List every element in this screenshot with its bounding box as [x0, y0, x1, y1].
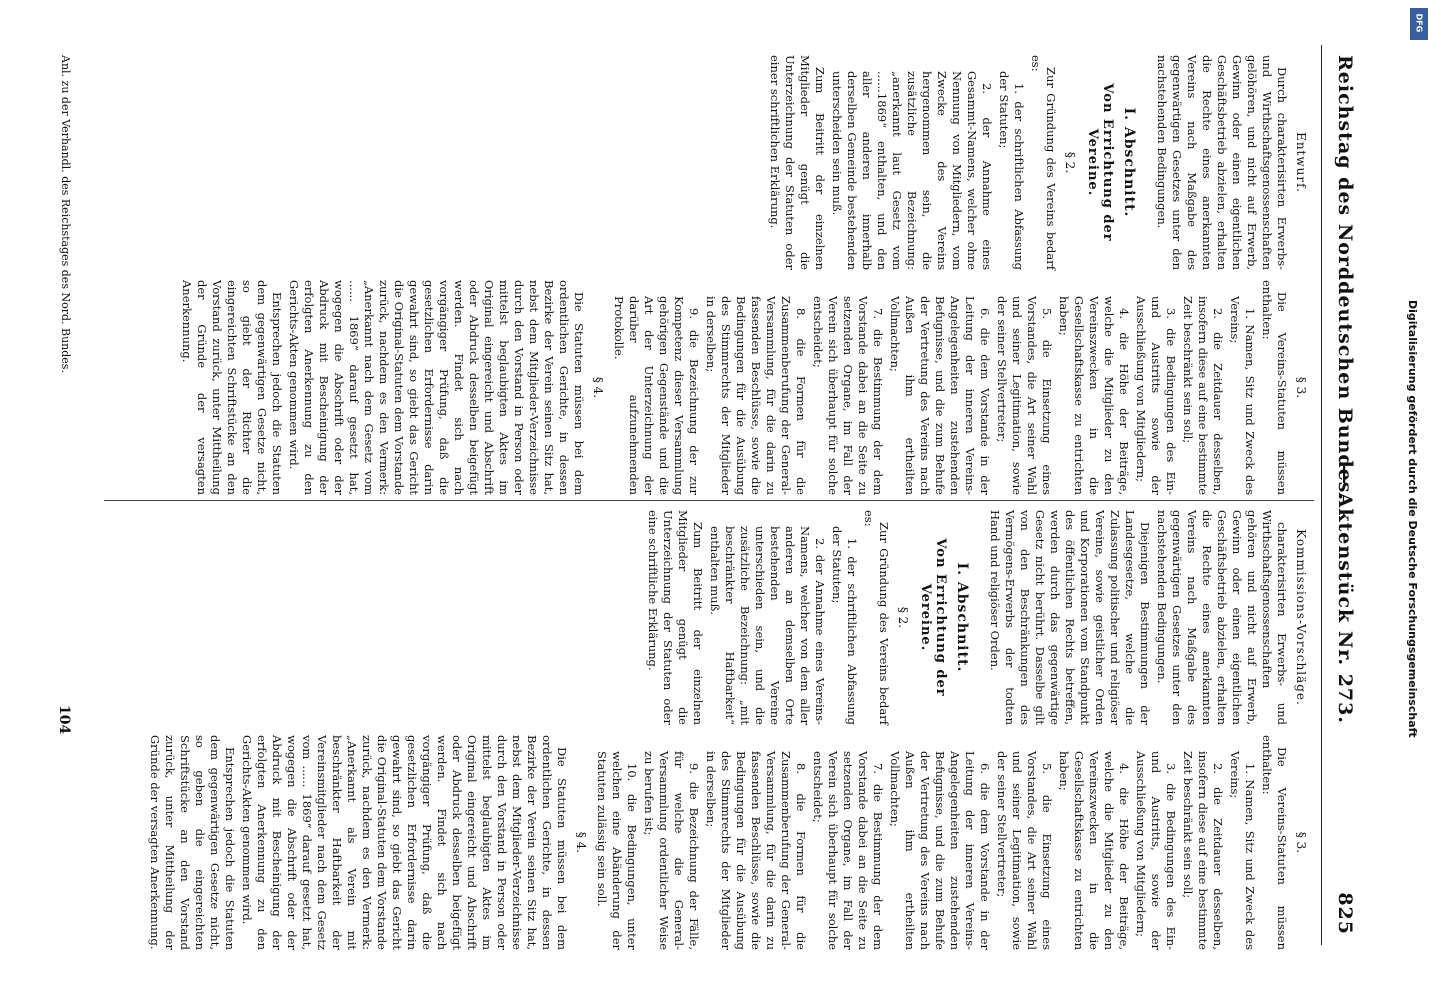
list-item: 3. die Bedingungen des Ein- und Austritts sowie der Ausschließung von Mitgliedern; — [1134, 296, 1178, 495]
paragraph-2-text: Zur Gründung des Vereins bedarf es: — [862, 510, 891, 725]
column-label: Entwurf. — [1294, 132, 1308, 193]
paragraph-4-after: Entsprechen jedoch die Statuten dem gegenwärtigen Gesetze nicht, so geben die eingereichten Schriftstücke an den Vorstand zurück, unter Mittheilung der Gründe der versagten Anerkennung. — [148, 735, 237, 950]
list-item: 2. der Annahme eines Vereins-Namens, welcher von dem aller anderen an demselben Orte bestehenden Vereine unterschieden sein, und die zusätzliche Bezeichnung: „mit beschränkter Haftbarkeit“ enthalten muß. — [708, 526, 827, 725]
paragraph-3-text: Die Vereins-Statuten müssen enthalten: — [1260, 280, 1289, 495]
header-left-title: Reichstag des Norddeutschen Bundes. — [1334, 55, 1356, 502]
column-label: Kommissions-Vorschläge. — [1294, 529, 1308, 706]
paragraph-2-after: Zum Beitritt der einzelnen Mitglieder genügt die Unterzeichnung der Statuten oder eine schriftliche Erklärung. — [646, 510, 705, 725]
page-header — [1321, 45, 1362, 945]
section-subtitle: Von Errichtung der Vereine. — [918, 538, 948, 697]
paragraph-3-list — [594, 735, 1257, 950]
paragraph-3-title: § 3. — [1294, 376, 1308, 399]
paragraph-3-title: § 3. — [1294, 831, 1308, 854]
list-item: 5. die Einsetzung eines Vorstandes, die Art seiner Wahl und seiner Legitimation, sowie der seiner Stellvertreter; — [995, 751, 1054, 950]
list-item: 5. die Einsetzung eines Vorstandes, die Art seiner Wahl und seiner Legitimation, sowie der seiner Stellvertreter; — [995, 296, 1054, 495]
list-item: 7. die Bestimmung der dem Vorstande dabei an die Seite zu setzenden Organe, im Fall der Verein sich überhaupt für solche entscheidet; — [811, 296, 885, 495]
header-document-number: — Aktenstück Nr. 273. — [1334, 465, 1356, 724]
list-item: 2. die Zeitdauer desselben, insofern diese auf eine bestimmte Zeit beschränkt sein soll; — [1181, 751, 1225, 950]
list-item: 9. die Bezeichnung der Fälle, für welche die General-Versammlung ordentlicher Weise zu berufen ist; — [642, 751, 701, 950]
paragraph-4-text: Die Statuten müssen bei dem ordentlichen Gerichte, in dessen Bezirke der Verein seinen Sitz hat, nebst dem Mitglieder-Verzeichnisse durch den Vorstand in Person oder mittelst beglaubigten Aktes im Original eingereicht und Abschrift oder Abdruck desselben beigefügt werden. Findet sich nach vorgängiger Prüfung, daß die gesetzlichen Erfordernisse darin gewahrt sind, so giebt das Gericht die Original-Statuten dem Vorstande zurück, nachdem es den Vermerk: „Anerkannt als Verein mit beschränkter Haftbarkeit der Vereinsmitglieder nach dem Gesetz vom ...... 1869“ darauf gesetzt hat, wogegen die Abschrift oder der Abdruck mit Bescheinigung der erfolgten Anerkennung zu den Gerichts-Akten genommen wird. — [240, 735, 569, 950]
footnote: Anl. zu der Verhandl. des Reichstages des Nord. Bundes. — [59, 55, 72, 373]
section-title: I. Abschnitt. — [954, 562, 970, 673]
paragraph-4-title: § 4. — [591, 376, 605, 399]
list-item: 2. die Zeitdauer desselben, insofern diese auf eine bestimmte Zeit beschränkt sein soll; — [1181, 296, 1225, 495]
column-draft-continued — [177, 280, 1314, 495]
list-item: 1. der schriftlichen Abfassung der Statuten; — [830, 526, 859, 725]
paragraph-3-list — [611, 280, 1257, 495]
paragraph-2-after: Zum Beitritt der einzelnen Mitglieder genügt die Unterzeichnung der Statuten oder einer schriftlichen Erklärung. — [768, 55, 827, 270]
dfg-logo-text: DFG — [1414, 13, 1424, 33]
section-subtitle: Von Errichtung der Vereine. — [1085, 83, 1115, 242]
list-item: 2. der Annahme eines Gesammt-Namens, welcher ohne Nennung von Mitgliedern, vom Zwecke des Vereins hergenommen sein, die zusätzliche Bezeichnung: „anerkannt laut Gesetz vom ......1869“ enthalten, und den aller anderen innerhalb derselben Gemeinde bestehenden unterscheiden sein muß. — [830, 71, 994, 270]
paragraph-2-list — [707, 510, 859, 725]
section-title: I. Abschnitt. — [1121, 107, 1137, 218]
digitization-note: Digitalisierung gefördert durch die Deutsche Forschungsgemeinschaft — [1406, 300, 1419, 738]
list-item: 10. die Bedingungen, unter welchen eine Abänderung der Statuten zulässig sein soll. — [595, 751, 639, 950]
paragraph-4-text: Die Statuten müssen bei dem ordentlichen Gerichte, in dessen Bezirke der Verein seinen Sitz hat, nebst dem Mitglieder-Verzeichnisse durch den Vorstand in Person oder mittelst beglaubigten Aktes im Original eingereicht und Abschrift oder Abdruck desselben beigefügt werden. Findet sich nach vorgängiger Prüfung, daß die gesetzlichen Erfordernisse darin gewahrt sind, so giebt das Gericht die Original-Statuten dem Vorstande zurück, nachdem es den Vermerk: „Anerkannt nach dem Gesetz vom ...... 1869“ darauf gesetzt hat, wogegen die Abschrift oder der Abdruck mit Bescheinigung der erfolgten Anerkennung zu den Gerichts-Akten genommen wird. — [287, 280, 586, 495]
paragraph-4-title: § 4. — [574, 831, 588, 854]
column-commission — [643, 510, 1314, 725]
list-item: 8. die Formen für die Zusammenberufung der General-Versammlung, für die darin zu fassenden Beschlüsse, sowie die Bedingungen für die Ausübung des Stimmrechts der Mitglieder in derselben; — [704, 296, 808, 495]
intro-paragraph: Durch charakterisirten Erwerbs- und Wirthschaftsgenossenschaften gelöhören, und nicht auf Erwerb, Gewinn oder einen eigentlichen Geschäftsbetrieb abzielen, erhalten die Rechte eines anerkannten Vereins nach Maßgabe des gegenwärtigen Gesetzes unter den nachstehenden Bedingungen. — [1155, 55, 1289, 270]
dfg-logo — [1410, 8, 1428, 40]
paragraph-2-title: § 2. — [896, 606, 910, 629]
page-number: 825 — [1334, 892, 1356, 935]
column-commission-continued — [145, 735, 1314, 950]
document-body — [32, 45, 1402, 950]
intro-paragraph-2: Diejenigen Bestimmungen der Landesgesetze, welche die Zulassung politischer und religiöser Vereine, sowie geistlicher Orden und Korporationen vom Standpunkt des öffentlichen Rechts betreffen, werden durch das gegenwärtige Gesetz nicht berührt. Dasselbe gilt von den Beschränkungen des Vermögens-Erwerbs der todten Hand und religiöser Orden. — [988, 510, 1152, 725]
sheet-number: 104 — [56, 705, 72, 735]
list-item: 6. die dem Vorstande in der Leitung der inneren Vereins-Angelegenheiten zustehenden Befugnisse, und die zum Behufe der Vertretung des Vereins nach Außen ihm ertheilten Vollmachten; — [888, 751, 992, 950]
column-draft — [765, 55, 1314, 270]
list-item: 6. die dem Vorstande in der Leitung der inneren Vereins-Angelegenheiten zustehenden Befugnisse, und die zum Behufe der Vertretung des Vereins nach Außen ihm ertheilten Vollmachten; — [888, 296, 992, 495]
paragraph-2-list — [829, 55, 1026, 270]
list-item: 1. Namen, Sitz und Zweck des Vereins; — [1228, 296, 1257, 495]
paragraph-4-after: Entsprechen jedoch die Statuten dem gegenwärtigen Gesetze nicht, so giebt der Richter die eingereichten Schriftstücke an den Vorstand zurück, unter Mittheilung der Gründe der versagten Anerkennung. — [180, 280, 284, 495]
paragraph-3-text: Die Vereins-Statuten müssen enthalten: — [1260, 735, 1289, 950]
list-item: 1. der schriftlichen Abfassung der Statuten; — [997, 71, 1026, 270]
list-item: 9. die Bezeichnung der zur Kompetenz dieser Versammlung gehörigen Gegenstände und die Art der Unterzeichnung der darüber aufzunehmenden Protokolle. — [612, 296, 701, 495]
list-item: 7. die Bestimmung der dem Vorstande dabei an die Seite zu setzenden Organe, im Fall der Verein sich überhaupt für solche entscheidet; — [811, 751, 885, 950]
list-item: 4. die Höhe der Beiträge, welche die Mitglieder zu den Vereinszwecken in die Gesellschaftskasse zu entrichten haben; — [1057, 751, 1131, 950]
list-item: 8. die Formen für die Zusammenberufung der General-Versammlung, für die darin zu fassenden Beschlüsse, sowie die Bedingungen für die Ausübung des Stimmrechts der Mitglieder in derselben; — [704, 751, 808, 950]
list-item: 4. die Höhe der Beiträge, welche die Mitglieder zu den Vereinszwecken in die Gesellschaftskasse zu entrichten haben; — [1057, 296, 1131, 495]
paragraph-2-text: Zur Gründung des Vereins bedarf es: — [1029, 55, 1058, 270]
list-item: 1. Namen, Sitz und Zweck des Vereins; — [1228, 751, 1257, 950]
column-divider — [104, 500, 1314, 501]
list-item: 3. die Bedingungen des Ein- und Austritts, sowie der Ausschließung von Mitgliedern; — [1134, 751, 1178, 950]
intro-paragraph: charakterisirten Erwerbs- und Wirthschaftsgenossenschaften gehören und nicht auf Erwerb, Gewinn oder einen eigentlichen Geschäftsbetrieb abzielen, erhalten die Rechte eines anerkannten Vereins nach Maßgabe des gegenwärtigen Gesetzes unter den nachstehenden Bedingungen. — [1155, 510, 1289, 725]
paragraph-2-title: § 2. — [1063, 151, 1077, 174]
